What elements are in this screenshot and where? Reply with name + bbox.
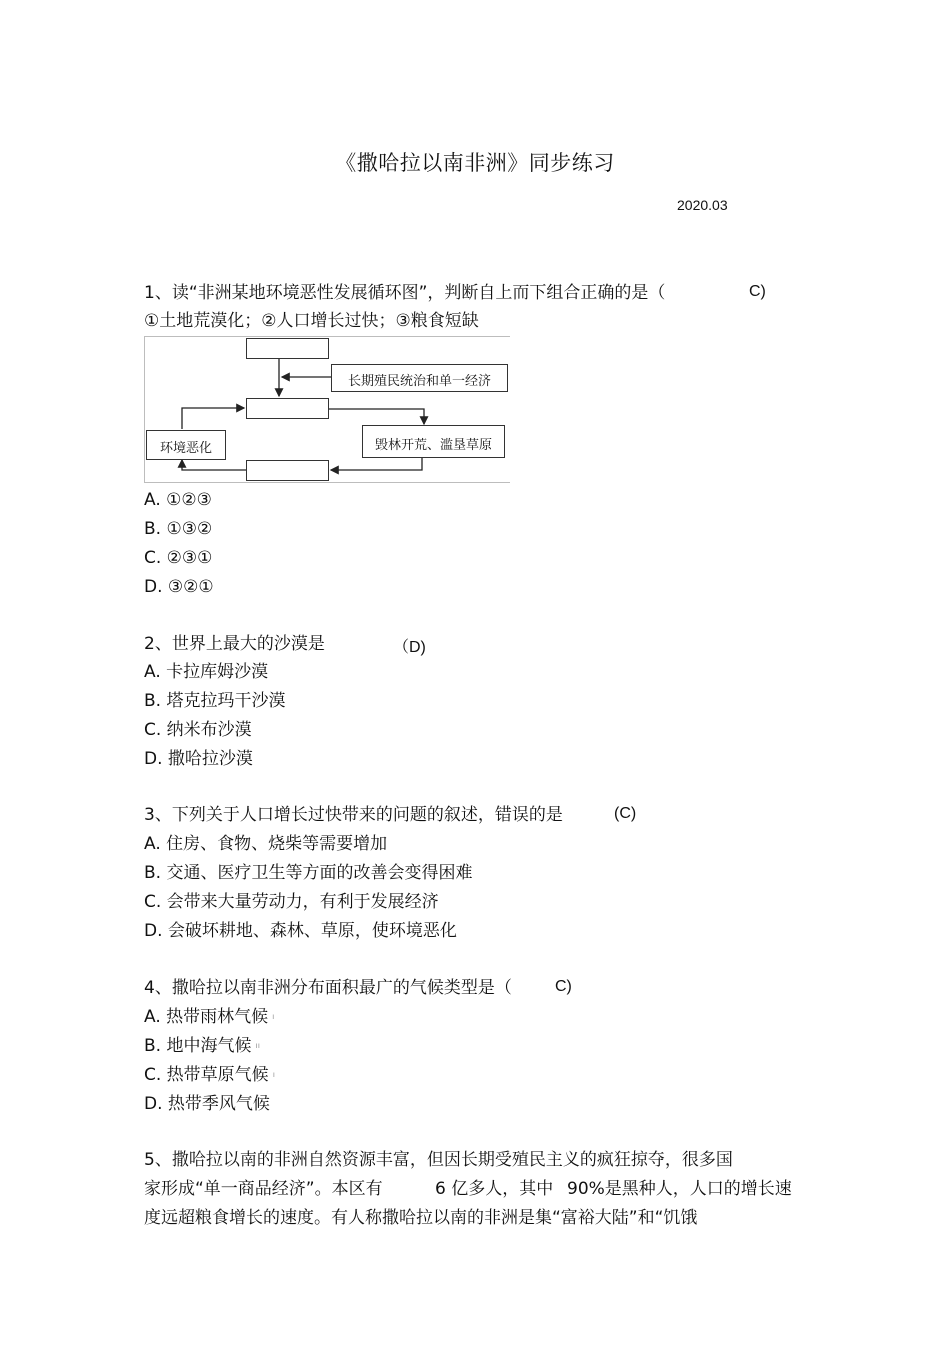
q2-option-c: C. 纳米布沙漠	[144, 720, 252, 740]
scan-mark: ıı	[255, 1041, 260, 1050]
q3-option-c: C. 会带来大量劳动力，有利于发展经济	[144, 892, 439, 912]
q1-option-b: B. ①③②	[144, 519, 213, 539]
q3-option-b: B. 交通、医疗卫生等方面的改善会变得困难	[144, 863, 473, 883]
q1-answer: C)	[749, 283, 766, 300]
q4-option-b: B. 地中海气候 ıı	[144, 1036, 260, 1056]
q1-option-a: A. ①②③	[144, 490, 212, 510]
diagram-box-colonial: 长期殖民统治和单一经济	[331, 364, 508, 392]
q3-option-a: A. 住房、食物、烧柴等需要增加	[144, 834, 388, 854]
diagram-box-1	[246, 338, 329, 359]
q2-option-b: B. 塔克拉玛干沙漠	[144, 691, 286, 711]
q5-line-2a: 家形成“单一商品经济”。本区有	[144, 1179, 383, 1199]
cycle-diagram	[144, 336, 511, 483]
q5-line-2c: 90%是黑种人，人口的增长速	[567, 1179, 792, 1199]
q2-answer: （D)	[393, 639, 426, 656]
q2-stem: 2、世界上最大的沙漠是	[144, 634, 325, 654]
q1-option-d: D. ③②①	[144, 577, 214, 597]
q5-line-1: 5、撒哈拉以南的非洲自然资源丰富，但因长期受殖民主义的疯狂掠夺，很多国	[144, 1150, 733, 1170]
q4-option-c: C. 热带草原气候 ı	[144, 1065, 275, 1085]
diagram-box-deforest: 毁林开荒、滥垦草原	[362, 425, 505, 458]
q1-stem: 1、读“非洲某地环境恶性发展循环图”，判断自上而下组合正确的是（	[144, 283, 666, 303]
diagram-box-environment: 环境恶化	[146, 430, 226, 460]
q1-items: ①土地荒漠化；②人口增长过快；③粮食短缺	[144, 311, 479, 331]
diagram-box-3	[246, 460, 329, 481]
page-title: 《撒哈拉以南非洲》同步练习	[335, 151, 615, 175]
q3-option-d: D. 会破坏耕地、森林、草原，使环境恶化	[144, 921, 457, 941]
scan-mark: ı	[272, 1070, 275, 1079]
q4-stem: 4、撒哈拉以南非洲分布面积最广的气候类型是（	[144, 978, 512, 998]
q5-line-3: 度远超粮食增长的速度。有人称撒哈拉以南的非洲是集“富裕大陆”和“饥饿	[144, 1208, 698, 1228]
q5-line-2b: 6 亿多人，其中	[435, 1179, 554, 1199]
diagram-box-2	[246, 398, 329, 419]
date: 2020.03	[677, 197, 728, 213]
q3-stem: 3、下列关于人口增长过快带来的问题的叙述，错误的是	[144, 805, 563, 825]
q4-answer: C)	[555, 978, 572, 995]
q2-option-d: D. 撒哈拉沙漠	[144, 749, 253, 769]
q1-option-c: C. ②③①	[144, 548, 213, 568]
scan-mark: ı	[272, 1012, 275, 1021]
q2-option-a: A. 卡拉库姆沙漠	[144, 662, 269, 682]
q3-answer: (C)	[614, 805, 637, 822]
q4-option-a: A. 热带雨林气候 ı	[144, 1007, 275, 1027]
q4-option-d: D. 热带季风气候	[144, 1094, 270, 1114]
